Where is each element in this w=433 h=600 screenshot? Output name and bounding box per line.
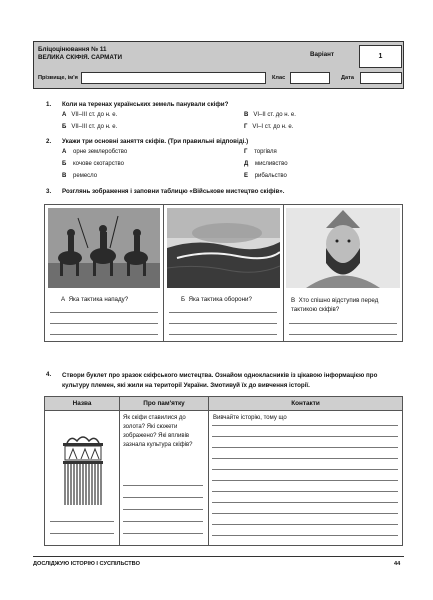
answer-line[interactable]	[212, 425, 398, 426]
option-text: кочове скотарство	[72, 161, 124, 167]
q4-text: Створи буклет про зразок скіфського мистецтва. Ознайом однокласників із цікавою інформацією про культуру племен, які жили на території України. Змотивуй їх до вивчення історії.	[62, 372, 378, 389]
q4-number: 4.	[46, 371, 52, 378]
option-text: торгівля	[254, 149, 277, 155]
option-letter: А	[62, 112, 67, 118]
col-header-name: Назва	[45, 397, 119, 411]
about-prompt-text: Як скіфи ставилися до золота? Які сюжети зображено? Які впливів зазнала культура скіфів?	[123, 415, 193, 448]
q1-option-a[interactable]	[62, 112, 117, 118]
option-text: мисливство	[254, 161, 288, 167]
option-letter: Е	[244, 173, 249, 179]
answer-line[interactable]	[123, 533, 203, 534]
scythian-gold-comb-image	[59, 435, 107, 507]
footer-divider	[33, 556, 404, 557]
caption-letter: В	[291, 297, 296, 304]
variant-label: Варіант	[310, 51, 335, 58]
option-text: VII–III ст. до н. е.	[71, 124, 118, 130]
q2-option-g[interactable]	[244, 149, 277, 155]
name-label: Прізвище, ім'я	[38, 75, 78, 81]
answer-line[interactable]	[50, 323, 158, 324]
answer-line[interactable]	[212, 458, 398, 459]
option-letter: Г	[244, 124, 248, 130]
q1-option-b[interactable]	[62, 124, 117, 130]
q2-option-a[interactable]	[62, 149, 127, 155]
answer-line[interactable]	[212, 535, 398, 536]
q1-option-g[interactable]	[244, 124, 293, 130]
q1-option-v[interactable]	[244, 112, 296, 118]
column-divider	[163, 205, 164, 341]
column-a-caption	[61, 296, 128, 303]
option-text: рибальство	[254, 173, 287, 179]
q3-number: 3.	[46, 188, 52, 195]
q2-option-b[interactable]	[62, 161, 124, 167]
q3-text: Розглянь зображення і заповни таблицю «Військове мистецтво скіфів».	[62, 188, 285, 195]
answer-line[interactable]	[169, 323, 277, 324]
answer-line[interactable]	[169, 334, 277, 335]
col-header-contacts: Контакти	[208, 397, 402, 411]
answer-line[interactable]	[50, 334, 158, 335]
column-b-caption	[181, 296, 252, 303]
caption-letter: А	[61, 296, 66, 303]
column-divider	[283, 205, 284, 341]
answer-line[interactable]	[212, 502, 398, 503]
answer-line[interactable]	[50, 533, 114, 534]
option-text: VII–III ст. до н. е.	[71, 112, 118, 118]
variant-value: 1	[359, 45, 402, 68]
answer-line[interactable]	[212, 447, 398, 448]
tactics-table	[44, 204, 403, 342]
caption-text: Яка тактика оборони?	[188, 296, 252, 303]
q2-number: 2.	[46, 138, 52, 145]
answer-line[interactable]	[123, 497, 203, 498]
option-text: орне землеробство	[73, 149, 128, 155]
warrior-portrait-image	[286, 208, 400, 288]
option-letter: В	[244, 112, 249, 118]
answer-line[interactable]	[212, 469, 398, 470]
test-header	[33, 41, 404, 89]
burning-steppe-image	[167, 208, 280, 288]
answer-line[interactable]	[169, 312, 277, 313]
page-number: 44	[394, 561, 401, 567]
answer-line[interactable]	[212, 524, 398, 525]
q2-option-v[interactable]	[62, 173, 97, 179]
test-title: Бліцоцінювання № 11	[38, 46, 107, 53]
option-letter: В	[62, 173, 67, 179]
answer-line[interactable]	[212, 513, 398, 514]
option-letter: Б	[62, 161, 67, 167]
answer-line[interactable]	[212, 480, 398, 481]
q2-option-d[interactable]	[244, 161, 288, 167]
answer-line[interactable]	[123, 521, 203, 522]
test-topic: ВЕЛИКА СКІФІЯ. САРМАТИ	[38, 54, 123, 61]
date-label: Дата	[341, 75, 354, 81]
answer-line[interactable]	[50, 521, 114, 522]
booklet-table	[44, 396, 403, 546]
q1-text: Коли на теренах українських земель панували скіфи?	[62, 101, 229, 108]
q2-text: Укажи три основні заняття скіфів. (Три правильні відповіді.)	[62, 138, 249, 145]
caption-text: Яка тактика нападу?	[68, 296, 129, 303]
contacts-prompt-text: Вивчайте історію, тому що	[213, 415, 287, 421]
answer-line[interactable]	[50, 312, 158, 313]
column-divider	[119, 411, 120, 545]
option-letter: Г	[244, 149, 248, 155]
caption-letter: Б	[181, 296, 186, 303]
q2-option-e[interactable]	[244, 173, 287, 179]
col-header-about: Про пам'ятку	[119, 397, 208, 411]
answer-line[interactable]	[212, 436, 398, 437]
footer-title: ДОСЛІДЖУЮ ІСТОРІЮ І СУСПІЛЬСТВО	[33, 561, 140, 567]
name-field[interactable]	[81, 72, 266, 84]
option-letter: Б	[62, 124, 67, 130]
q1-number: 1.	[46, 101, 52, 108]
answer-line[interactable]	[123, 509, 203, 510]
date-field[interactable]	[360, 72, 402, 84]
scythian-horsemen-image	[48, 208, 160, 288]
option-text: ремесло	[73, 173, 98, 179]
option-text: VI–I ст. до н. е.	[252, 124, 294, 130]
answer-line[interactable]	[212, 491, 398, 492]
answer-line[interactable]	[289, 334, 397, 335]
column-divider	[208, 411, 209, 545]
class-label: Клас	[272, 75, 286, 81]
caption-text: Хто спішно відступив перед тактикою скіфів?	[291, 297, 379, 313]
answer-line[interactable]	[123, 485, 203, 486]
answer-line[interactable]	[289, 323, 397, 324]
class-field[interactable]	[290, 72, 330, 84]
option-letter: Д	[244, 161, 249, 167]
option-letter: А	[62, 149, 67, 155]
option-text: VI–II ст. до н. е.	[253, 112, 296, 118]
column-v-caption	[291, 296, 391, 314]
